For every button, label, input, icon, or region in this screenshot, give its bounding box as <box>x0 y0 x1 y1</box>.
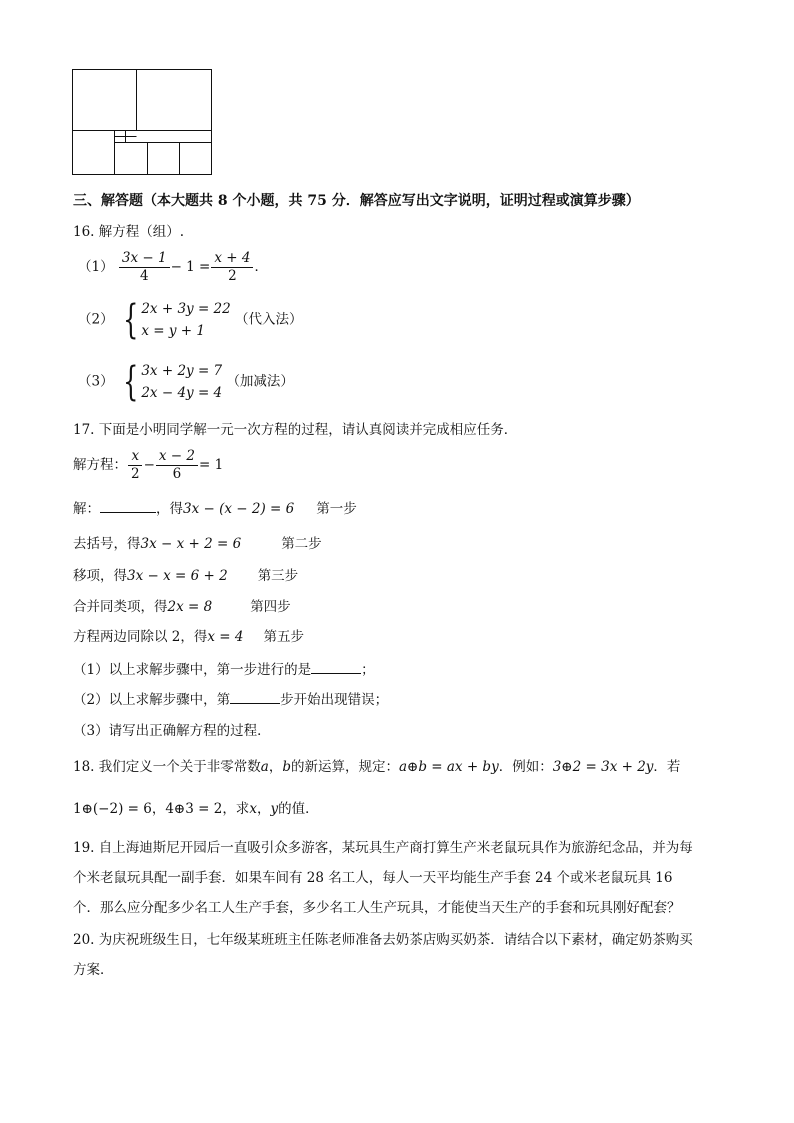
q18-b: 的新运算，规定： <box>290 759 399 775</box>
q16-p3-system <box>118 360 222 404</box>
q17-t2-b: 步开始出现错误； <box>280 692 389 708</box>
q17-s1-blank[interactable] <box>100 498 156 513</box>
q17-eq-end: = 1 <box>199 457 224 473</box>
q16-p1-end: ． <box>254 259 268 275</box>
q18-d: ．若 <box>653 759 681 775</box>
q17-step3 <box>73 566 298 586</box>
q17-t1-a: （1）以上求解步骤中，第一步进行的是 <box>73 662 312 678</box>
brace-icon: { <box>122 297 139 343</box>
q20-line1: 20. 为庆祝班级生日，七年级某班班主任陈老师准备去奶茶店购买奶茶．请结合以下素材，确定奶茶购买 <box>73 932 693 948</box>
q17-step2 <box>73 534 322 554</box>
rectangle-tiling-figure <box>72 69 212 175</box>
q17-s5-text: 方程两边同除以 2，得 <box>73 629 208 645</box>
q17-den-right: 6 <box>172 466 182 482</box>
q16-p1-right-fraction <box>211 250 253 285</box>
q19-line3: 个．那么应分配多少名工人生产手套，多少名工人生产玩具，才能使当天生产的手套和玩具刚好配套？ <box>73 900 681 916</box>
q17-left-fraction <box>128 448 143 483</box>
q17-num-left: x <box>128 448 142 466</box>
q17-num-right: x − 2 <box>156 448 198 466</box>
q17-eq-label: 解方程： <box>73 457 127 473</box>
q17-s5-step: 第五步 <box>263 629 304 645</box>
q16-part1 <box>78 250 268 285</box>
q18-var-y: y <box>270 801 279 817</box>
q18-var-b: b <box>282 759 291 775</box>
q18-c: ．例如： <box>498 759 553 775</box>
q16-p2-system <box>118 298 231 342</box>
q18-definition: a⊕b = ax + by <box>398 759 499 775</box>
q17-t1-b: ； <box>361 662 375 678</box>
q18-e: ，求 <box>222 801 250 817</box>
q17-eq-minus: − <box>143 457 155 473</box>
q16-part2 <box>78 298 303 342</box>
q16-p1-num-left: 3x − 1 <box>119 250 170 268</box>
q17-task2 <box>73 689 388 710</box>
q16-p2-eq1: 2x + 3y = 22 <box>141 301 231 317</box>
q16-p1-den-left: 4 <box>139 268 149 284</box>
q17-den-left: 2 <box>131 466 140 482</box>
q18-f: 的值． <box>278 801 319 817</box>
q17-t2-a: （2）以上求解步骤中，第 <box>73 692 231 708</box>
q17-stem: 17. 下面是小明同学解一元一次方程的过程，请认真阅读并完成相应任务． <box>73 422 518 438</box>
q18-cond1: 1⊕(−2) = 6 <box>73 801 152 817</box>
q16-p1-mid: − 1 = <box>170 259 211 275</box>
q17-task1 <box>73 659 375 680</box>
q17-s1-mid: ，得 <box>156 501 183 517</box>
brace-icon: { <box>122 359 139 405</box>
q18-cond-sep: ， <box>151 801 166 817</box>
q17-right-fraction <box>156 448 198 483</box>
q17-step5 <box>73 627 304 647</box>
q16-p3-label: （3） <box>78 373 114 390</box>
q17-equation <box>73 448 223 483</box>
q18-sep: ， <box>268 759 283 775</box>
q16-p3-eq2: 2x − 4y = 4 <box>141 385 223 401</box>
q17-s1-prefix: 解： <box>73 501 100 517</box>
q17-s1-step: 第一步 <box>316 501 357 517</box>
q16-p2-label: （2） <box>78 311 114 328</box>
q17-s2-step: 第二步 <box>281 536 322 552</box>
q18-example: 3⊕2 = 3x + 2y <box>552 759 654 775</box>
q16-p1-den-right: 2 <box>228 268 237 284</box>
q17-s1-math: 3x − (x − 2) = 6 <box>183 501 295 517</box>
q17-s5-math: x = 4 <box>207 629 244 645</box>
q17-t1-blank[interactable] <box>311 659 361 674</box>
q17-s2-text: 去括号，得 <box>73 536 141 552</box>
q18-line1 <box>73 757 680 777</box>
q16-p2-eq2: x = y + 1 <box>141 323 205 339</box>
q17-s4-text: 合并同类项，得 <box>73 599 168 615</box>
q17-s3-text: 移项，得 <box>73 568 127 584</box>
q17-s3-step: 第三步 <box>257 568 299 584</box>
q19-line1: 19. 自上海迪斯尼开园后一直吸引众多游客，某玩具生产商打算生产米老鼠玩具作为旅游纪念品，并为每 <box>73 840 693 856</box>
q16-stem: 16. 解方程（组）. <box>73 224 185 240</box>
q16-p2-method: （代入法） <box>235 311 303 328</box>
q17-s3-math: 3x − x = 6 + 2 <box>127 568 228 584</box>
q17-task3: （3）请写出正确解方程的过程． <box>73 723 271 739</box>
q17-step1 <box>73 498 357 519</box>
q16-p3-eq1: 3x + 2y = 7 <box>141 363 223 379</box>
q19-line2: 个米老鼠玩具配一副手套．如果车间有 28 名工人，每人一天平均能生产手套 24 个或米老鼠玩具 16 <box>73 870 673 886</box>
q17-s4-step: 第四步 <box>250 599 291 615</box>
q16-p1-label: （1） <box>78 259 114 275</box>
q17-s2-math: 3x − x + 2 = 6 <box>140 536 242 552</box>
q16-p1-num-right: x + 4 <box>211 250 253 268</box>
q18-var-x: x <box>249 801 257 817</box>
q16-part3 <box>78 360 294 404</box>
q18-var-a: a <box>260 759 269 775</box>
q17-s4-math: 2x = 8 <box>167 599 213 615</box>
q17-step4 <box>73 597 291 617</box>
q16-p3-method: （加减法） <box>226 373 294 390</box>
q18-cond2: 4⊕3 = 2 <box>165 801 223 817</box>
q20-line2: 方案． <box>73 962 114 978</box>
q18-cond-sep2: ， <box>256 801 271 817</box>
q16-p1-left-fraction <box>119 250 170 285</box>
q17-t2-blank[interactable] <box>230 689 280 704</box>
section-heading: 三、解答题（本大题共 8 个小题，共 75 分．解答应写出文字说明，证明过程或演算步骤） <box>73 193 640 209</box>
q18-line2 <box>73 799 319 819</box>
q18-a: 18. 我们定义一个关于非零常数 <box>73 759 261 775</box>
